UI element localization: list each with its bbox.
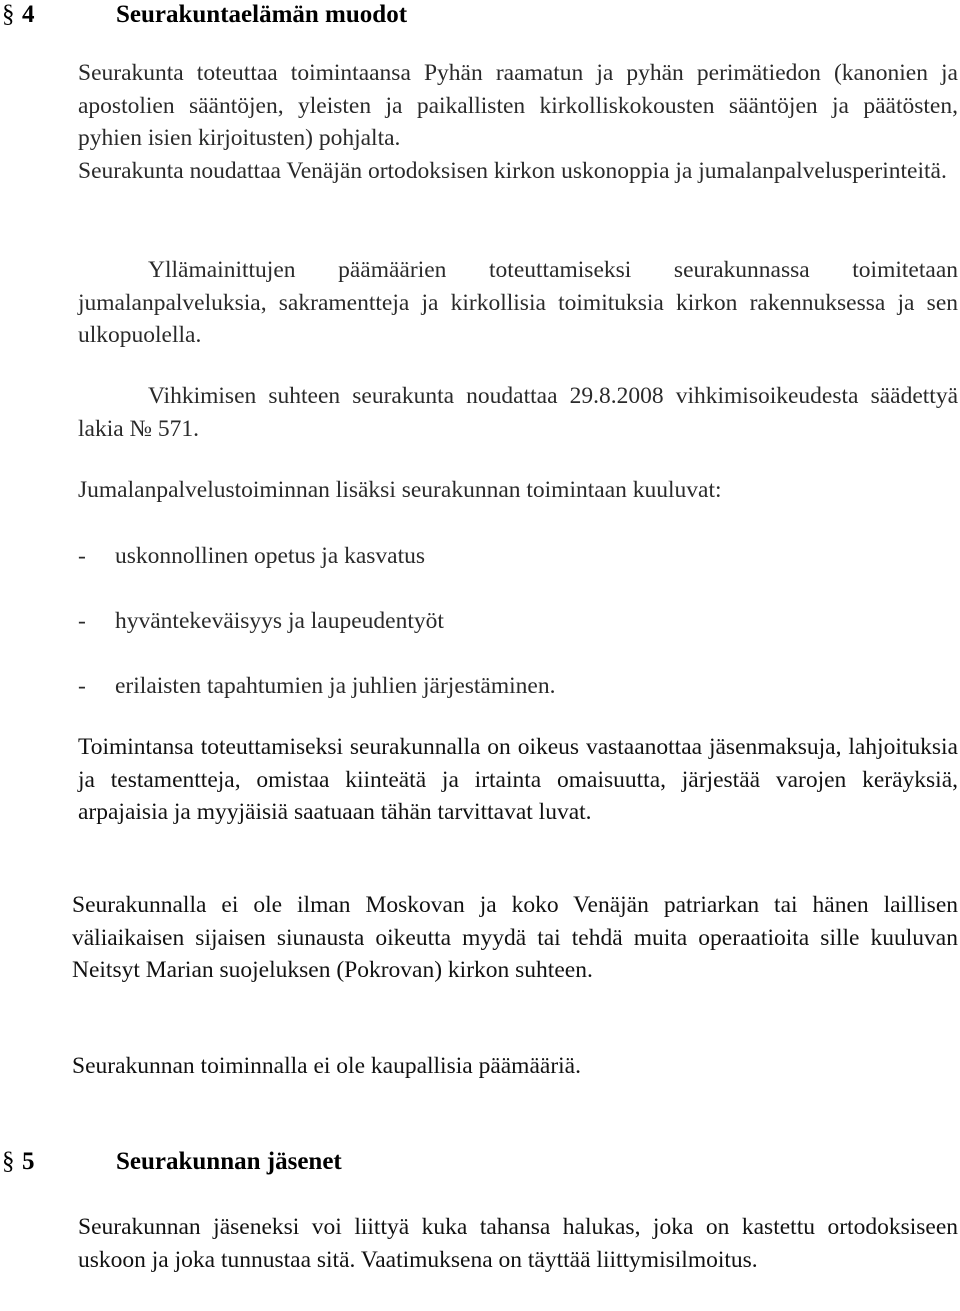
section-4-paragraph-6: Toimintansa toteuttamiseksi seurakunnalla on oikeus vastaanottaa jäsenmaksuja, lahjoituksia ja testamentteja, omistaa kiinteätä ja irtainta omaisuutta, järjestää varojen keräyksiä, arpajaisia ja myyjäisiä saatuaan tähän tarvittavat luvat. xyxy=(78,734,958,825)
section-number: 5 xyxy=(22,1148,35,1175)
list-dash: - xyxy=(78,543,86,569)
list-dash: - xyxy=(78,608,86,634)
section-title: Seurakuntaelämän muodot xyxy=(116,1,408,28)
section-4-paragraph-5: Jumalanpalvelustoiminnan lisäksi seurakunnan toimintaan kuuluvat: xyxy=(78,477,722,503)
section-title: Seurakunnan jäsenet xyxy=(116,1148,342,1175)
section-4-paragraph-1: Seurakunta toteuttaa toimintaansa Pyhän raamatun ja pyhän perimätiedon (kanonien ja apostolien sääntöjen, yleisten ja paikallisten kirkolliskokousten sääntöjen ja päätösten, pyhien isien kirjoitusten) pohjalta. xyxy=(78,60,958,151)
section-symbol: § xyxy=(2,1,15,28)
section-symbol: § xyxy=(2,1148,15,1175)
list-item-text: uskonnollinen opetus ja kasvatus xyxy=(115,543,426,569)
section-number: 4 xyxy=(22,1,35,28)
section-4-paragraph-8: Seurakunnan toiminnalla ei ole kaupallisia päämääriä. xyxy=(72,1053,581,1079)
section-4-paragraph-3: Yllämainittujen päämäärien toteuttamiseksi seurakunnassa toimitetaan jumalanpalveluksia, sakramentteja ja kirkollisia toimituksia kirkon rakennuksessa ja sen ulkopuolella. xyxy=(78,257,958,348)
section-4-paragraph-7: Seurakunnalla ei ole ilman Moskovan ja koko Venäjän patriarkan tai hänen laillisen väliaikaisen sijaisen siunausta oikeutta myydä tai tehdä muita operaatioita sille kuuluvan Neitsyt Marian suojeluksen (Pokrovan) kirkon suhteen. xyxy=(72,892,958,983)
section-4-paragraph-2: Seurakunta noudattaa Venäjän ortodoksisen kirkon uskonoppia ja jumalanpalvelusperinteitä. xyxy=(78,158,947,184)
list-item-text: hyväntekeväisyys ja laupeudentyöt xyxy=(115,608,444,634)
section-4-paragraph-4: Vihkimisen suhteen seurakunta noudattaa 29.8.2008 vihkimisoikeudesta säädettyä lakia № 571. xyxy=(78,383,958,442)
list-dash: - xyxy=(78,673,86,699)
list-item-text: erilaisten tapahtumien ja juhlien järjestäminen. xyxy=(115,673,556,699)
section-5-paragraph-1: Seurakunnan jäseneksi voi liittyä kuka tahansa halukas, joka on kastettu ortodoksiseen uskoon ja joka tunnustaa sitä. Vaatimuksena on täyttää liittymisilmoitus. xyxy=(78,1214,958,1273)
